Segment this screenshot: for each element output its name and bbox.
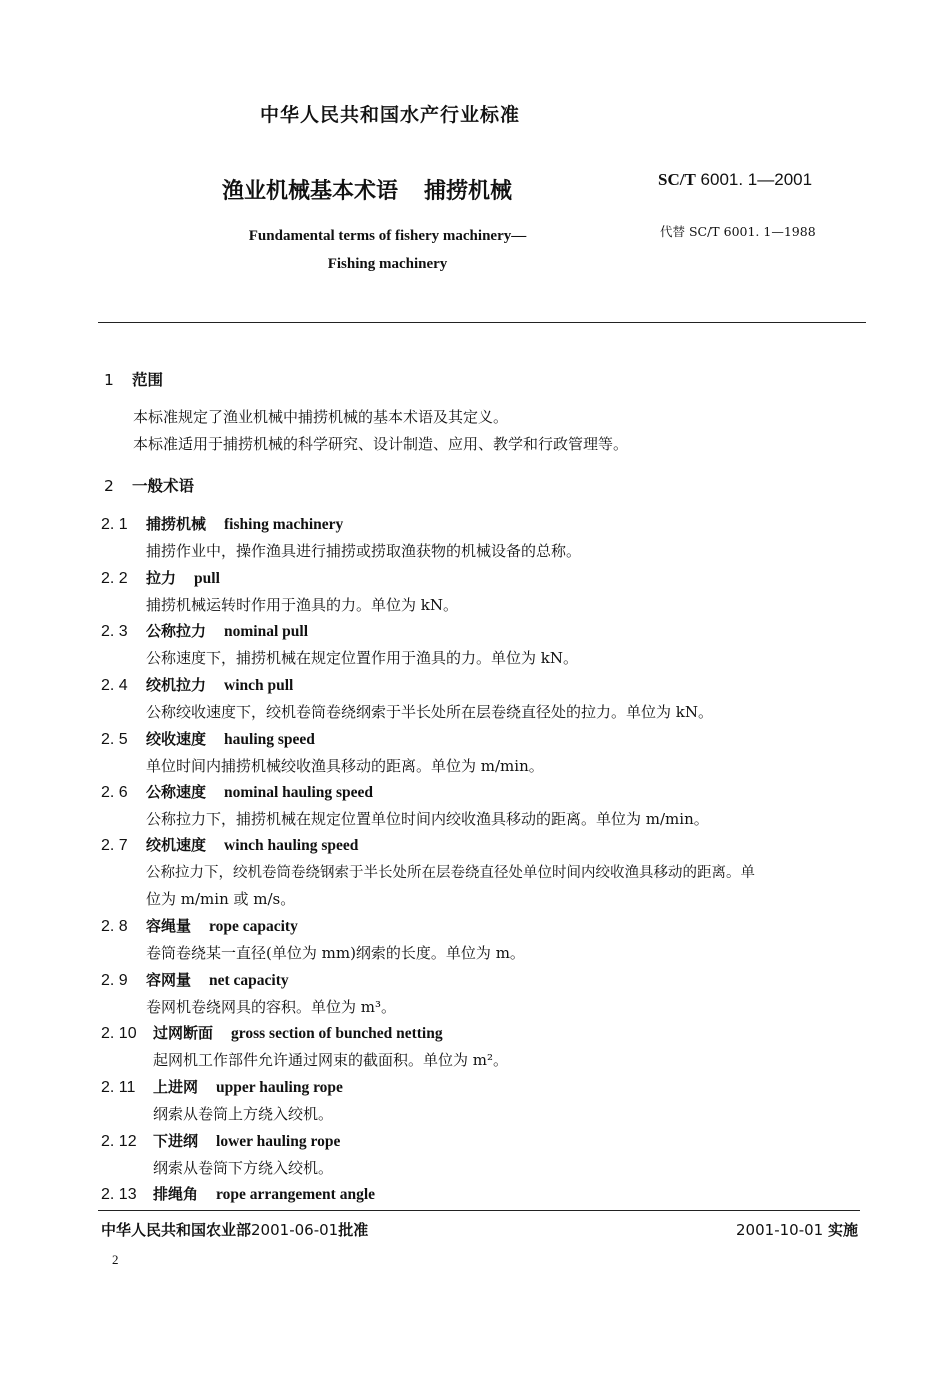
term-2-10-definition: 起网机工作部件允许通过网束的截面积。单位为 m²。	[153, 1051, 509, 1069]
section-1-heading	[104, 368, 163, 390]
term-2-8-definition: 卷筒卷绕某一直径(单位为 mm)纲索的长度。单位为 m。	[146, 944, 525, 962]
term-2-12: 2. 12 下进纲 lower hauling rope	[101, 1132, 341, 1150]
footer-divider	[98, 1210, 860, 1211]
title-cn-part2: 捕捞机械	[424, 179, 513, 204]
term-2-9-definition: 卷网机卷绕网具的容积。单位为 m³。	[146, 998, 397, 1016]
approval-date: 2001-06-01	[251, 1221, 339, 1239]
term-2-4: 2. 4 绞机拉力 winch pull	[101, 676, 294, 694]
approval-info	[101, 1219, 368, 1240]
section-1-number: 1	[104, 371, 114, 389]
term-2-11-definition: 纲索从卷筒上方绕入绞机。	[153, 1105, 334, 1123]
title-cn-part1: 渔业机械基本术语	[222, 179, 399, 204]
term-2-6-definition: 公称拉力下，捕捞机械在规定位置单位时间内绞收渔具移动的距离。单位为 m/min。	[146, 810, 709, 828]
term-2-3: 2. 3 公称拉力 nominal pull	[101, 622, 309, 640]
term-2-2-definition: 捕捞机械运转时作用于渔具的力。单位为 kN。	[146, 596, 458, 614]
section-2-title: 一般术语	[132, 477, 195, 495]
term-2-1-definition: 捕捞作业中，操作渔具进行捕捞或捞取渔获物的机械设备的总称。	[146, 542, 582, 560]
section-2-heading	[104, 474, 194, 496]
document-title-cn	[222, 174, 512, 205]
document-title-en-line2: Fishing machinery	[327, 256, 448, 272]
term-2-12-definition: 纲索从卷筒下方绕入绞机。	[153, 1159, 334, 1177]
approval-label: 批准	[338, 1221, 369, 1239]
term-2-1: 2. 1 捕捞机械 fishing machinery	[101, 515, 344, 533]
term-2-7-definition-line1: 公称拉力下，绞机卷筒卷绕钢索于半长处所在层卷绕直径处单位时间内绞收渔具移动的距离。单	[146, 865, 755, 881]
replaces-standard: 代替 SC/T 6001. 1—1988	[660, 224, 816, 239]
standard-category-title: 中华人民共和国水产行业标准	[259, 104, 520, 126]
term-2-6: 2. 6 公称速度 nominal hauling speed	[101, 783, 374, 801]
effective-label: 实施	[827, 1221, 858, 1239]
page-number: 2	[112, 1252, 119, 1267]
term-2-8: 2. 8 容绳量 rope capacity	[101, 917, 298, 935]
term-2-9: 2. 9 容网量 net capacity	[101, 971, 289, 989]
term-2-10: 2. 10 过网断面 gross section of bunched netting	[101, 1024, 443, 1042]
effective-date: 2001-10-01	[736, 1221, 824, 1239]
term-2-5-definition: 单位时间内捕捞机械绞收渔具移动的距离。单位为 m/min。	[146, 757, 544, 775]
term-2-5: 2. 5 绞收速度 hauling speed	[101, 730, 315, 748]
header-divider	[98, 322, 866, 323]
term-2-3-definition: 公称速度下，捕捞机械在规定位置作用于渔具的力。单位为 kN。	[146, 649, 578, 667]
section-1-paragraph-1: 本标准规定了渔业机械中捕捞机械的基本术语及其定义。	[133, 408, 509, 426]
term-2-13: 2. 13 排绳角 rope arrangement angle	[101, 1185, 376, 1203]
term-2-7: 2. 7 绞机速度 winch hauling speed	[101, 836, 359, 854]
standard-code-number: 6001. 1—2001	[700, 170, 813, 189]
term-2-2: 2. 2 拉力 pull	[101, 569, 220, 587]
term-2-7-definition-line2: 位为 m/min 或 m/s。	[146, 890, 296, 908]
term-2-11: 2. 11 上进网 upper hauling rope	[101, 1078, 343, 1096]
section-1-title: 范围	[132, 371, 164, 389]
effective-info	[736, 1219, 858, 1240]
section-1-paragraph-2: 本标准适用于捕捞机械的科学研究、设计制造、应用、教学和行政管理等。	[133, 435, 629, 453]
document-title-en-line1: Fundamental terms of fishery machinery—	[248, 228, 527, 244]
standard-code	[658, 170, 812, 190]
issuer: 中华人民共和国农业部	[101, 1221, 252, 1239]
term-2-4-definition: 公称绞收速度下，绞机卷筒卷绕纲索于半长处所在层卷绕直径处的拉力。单位为 kN。	[146, 703, 713, 721]
section-2-number: 2	[104, 477, 114, 495]
standard-code-prefix: SC/T	[658, 170, 696, 189]
